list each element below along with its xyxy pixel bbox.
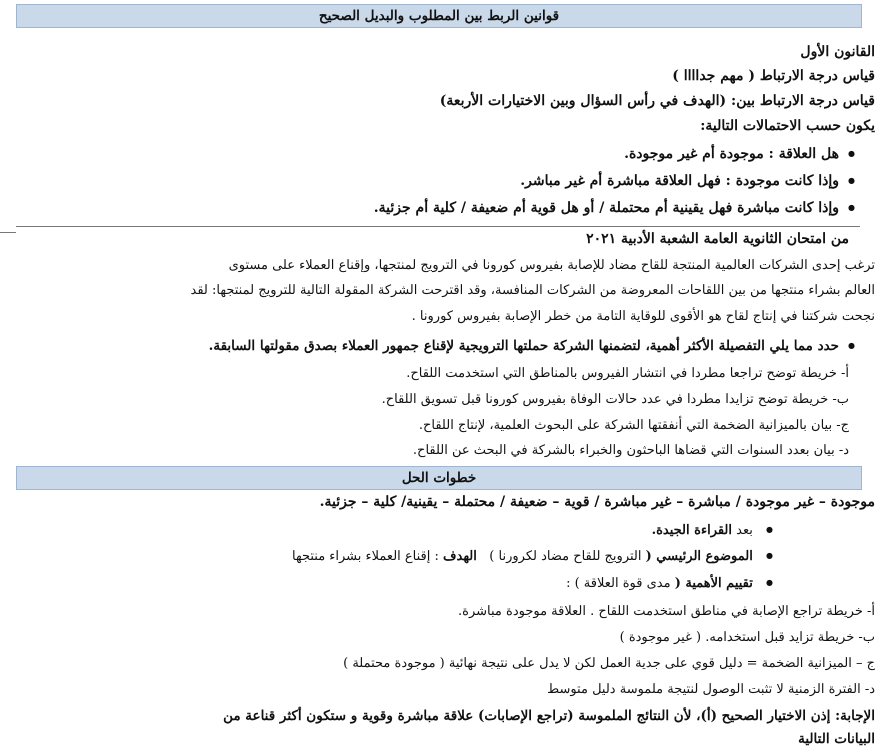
main-topic-close: ) — [489, 549, 495, 564]
law-cases-intro: يكون حسب الاحتمالات التالية: — [700, 118, 875, 134]
exam-question: ● حدد مما يلي التفصيلة الأكثر أهمية، لتضمنها الشركة حملتها الترويجية لإقناع جمهور العملاء بصدق مقولتها السابقة. — [209, 338, 855, 354]
evaluation-a: أ- خريطة تراجع الإصابة في مناطق استخدمت اللقاح . العلاقة موجودة مباشرة. — [458, 604, 875, 619]
law-bullet-1: ● هل العلاقة : موجودة أم غير موجودة. — [624, 146, 855, 162]
importance-close: ) : — [566, 576, 580, 591]
goal-label: الهدف — [443, 549, 477, 564]
law-title: القانون الأول — [800, 44, 875, 60]
top-band-title: قوانين الربط بين المطلوب والبديل الصحيح — [16, 4, 862, 28]
law-bullet-2: ● وإذا كانت موجودة : فهل العلاقة مباشرة أم غير مباشر. — [520, 173, 855, 189]
law-bullet-3: ● وإذا كانت مباشرة فهل يقينية أم محتملة / أو هل قوية أم ضعيفة / كلية أم جزئية. — [374, 200, 855, 216]
exam-option-c: ج- بيان بالميزانية الضخمة التي أنفقتها الشركة على البحوث العلمية، لإنتاج اللقاح. — [418, 418, 849, 433]
law-between: قياس درجة الارتباط بين: (الهدف في رأس السؤال وبين الاختيارات الأربعة) — [439, 93, 875, 109]
exam-option-d: د- بيان بعدد السنوات التي قضاها الباحثون والخبراء بالشركة في البحث عن اللقاح. — [412, 443, 849, 458]
exam-passage-line-2: العالم بشراء منتجها من بين اللقاحات المعروضة من الشركات المنافسة، وقد اقترحت الشركة المقولة التالية للترويج لمنتجها: لقد — [190, 283, 875, 298]
solution-step-3 — [566, 576, 773, 591]
main-topic-text: الترويج للقاح مضاد لكرورنا — [494, 549, 646, 564]
main-topic-label: الموضوع الرئيسي ( — [645, 549, 753, 564]
exam-option-a: أ- خريطة توضح تراجعا مطردا في انتشار الفيروس بالمناطق التي استخدمت اللقاح. — [406, 366, 849, 381]
importance-text: مدى قوة العلاقة — [579, 576, 675, 591]
final-answer: الإجابة: إذن الاختيار الصحيح (أ)، لأن النتائج الملموسة (تراجع الإصابات) علاقة مباشرة وقوية و ستكون أكثر قناعة من — [223, 708, 875, 724]
exam-option-b: ب- خريطة توضح تزايدا مطردا في عدد حالات الوفاة بفيروس كورونا قبل تسويق اللقاح. — [381, 392, 849, 407]
evaluation-c: ج – الميزانية الضخمة = دليل قوي على جدية العمل لكن لا يدل على نتيجة نهائية ( موجودة محتملة ) — [343, 656, 875, 671]
exam-passage-line-3: نجحت شركتنا في إنتاج لقاح هو الأقوى للوقاية التامة من خطر الإصابة بفيروس كورونا . — [411, 309, 875, 324]
section-divider — [16, 226, 860, 227]
final-answer-continued: البيانات التالية — [798, 731, 875, 747]
step-1-bold: القراءة الجيدة. — [651, 523, 733, 538]
law-subtitle: قياس درجة الارتباط ( مهم جداااا ) — [672, 68, 875, 84]
solution-step-2 — [292, 549, 773, 564]
exam-source: من امتحان الثانوية العامة الشعبة الأدبية ٢٠٢١ — [586, 231, 849, 247]
solution-relations: موجودة – غير موجودة / مباشرة – غير مباشرة / قوية – ضعيفة / محتملة – يقينية/ كلية – جزئية. — [319, 494, 875, 510]
evaluation-b: ب- خريطة تزايد قبل استخدامه. ( غير موجودة ) — [619, 630, 875, 645]
goal-text: : إقناع العملاء بشراء منتجها — [292, 549, 444, 564]
solution-band: خطوات الحل — [16, 466, 862, 490]
step-1-prefix: بعد — [732, 523, 753, 538]
evaluation-d: د- الفترة الزمنية لا تثبت الوصول لنتيجة ملموسة دليل متوسط — [547, 682, 875, 697]
solution-step-1 — [652, 523, 773, 538]
left-margin-mark — [0, 232, 16, 233]
importance-label: تقييم الأهمية ( — [674, 576, 753, 591]
exam-passage-line-1: ترغب إحدى الشركات العالمية المنتجة للقاح مضاد للإصابة بفيروس كورونا في الترويج لمنتجها، وإقناع العملاء على مستوى — [228, 258, 875, 273]
